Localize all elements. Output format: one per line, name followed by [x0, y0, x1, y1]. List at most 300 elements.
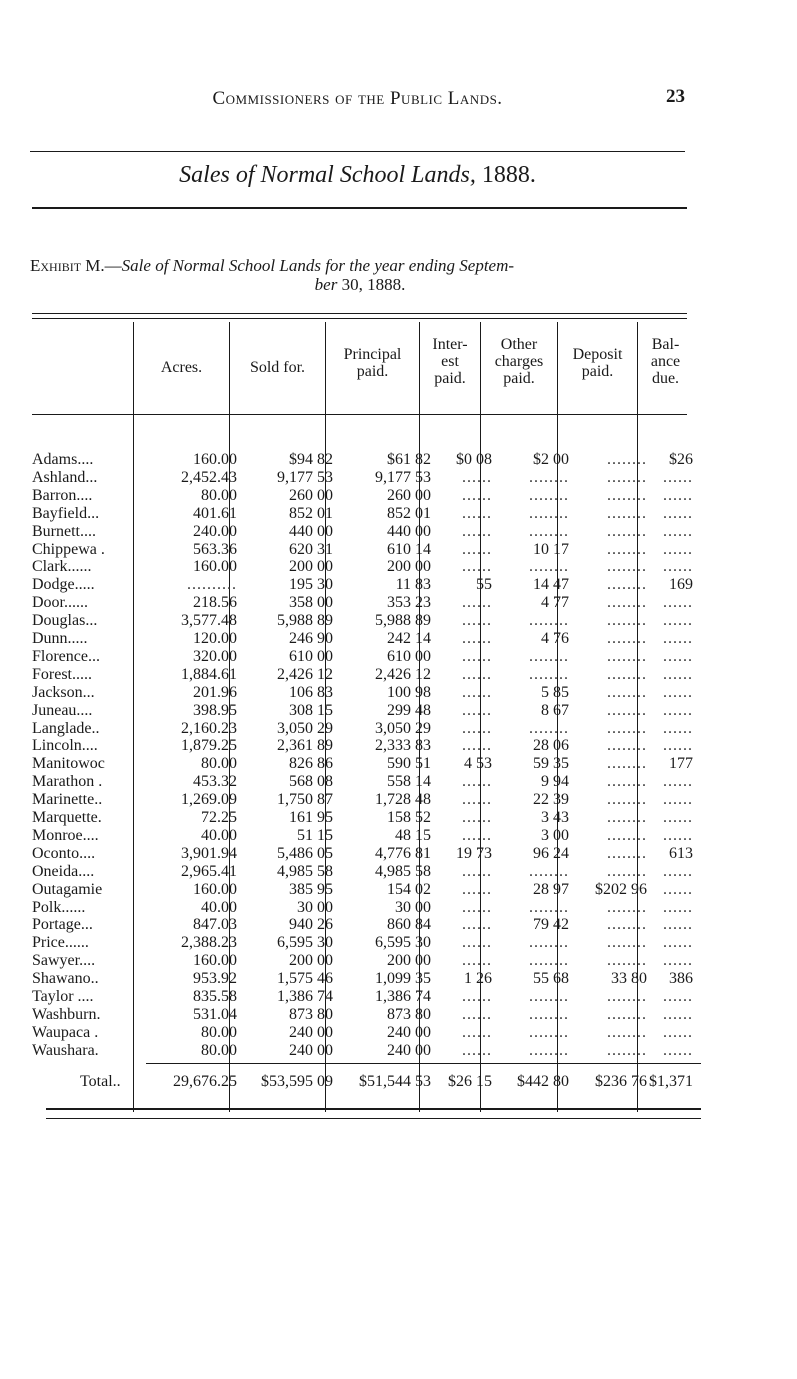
cell-other: ........ — [529, 468, 569, 486]
table-row — [0, 630, 797, 648]
cell-acres: 953.92 — [193, 970, 237, 988]
cell-sold: 6,595 30 — [277, 934, 333, 952]
cell-acres: 1,884.61 — [181, 665, 237, 683]
table-row — [0, 881, 797, 899]
total-balance: $1,371 — [649, 1073, 693, 1090]
cell-county: Juneau.... — [32, 701, 93, 719]
cell-principal: 100 98 — [387, 683, 431, 701]
cell-county: Marinette.. — [32, 791, 103, 809]
total-interest: $26 15 — [448, 1073, 492, 1090]
cell-balance: ...... — [663, 952, 693, 970]
cell-principal: 9,177 53 — [375, 468, 431, 486]
cell-deposit: 33 80 — [611, 970, 647, 988]
cell-interest: ...... — [462, 558, 492, 576]
cell-principal: $61 82 — [387, 451, 431, 468]
cell-balance: ...... — [663, 898, 693, 916]
table-row — [0, 1024, 797, 1042]
table-row — [0, 451, 797, 469]
cell-deposit: ........ — [607, 826, 647, 844]
cell-county: Forest..... — [32, 665, 92, 683]
cell-other: ........ — [529, 522, 569, 540]
cell-sold: 200 00 — [289, 952, 333, 970]
page-number: 23 — [666, 86, 685, 107]
cell-county: Florence... — [32, 647, 100, 665]
cell-interest: ...... — [462, 468, 492, 486]
table-row — [0, 791, 797, 809]
table-bottom-rule-2 — [46, 1118, 701, 1119]
cell-other: ........ — [529, 898, 569, 916]
cell-sold: 385 95 — [289, 880, 333, 898]
cell-acres: 80.00 — [201, 1023, 237, 1041]
cell-principal: 353 23 — [387, 594, 431, 612]
cell-principal: 2,333 83 — [375, 737, 431, 755]
cell-deposit: ........ — [607, 468, 647, 486]
cell-other: 28 97 — [533, 880, 569, 898]
cell-sold: 246 90 — [289, 630, 333, 647]
cell-acres: .......... — [187, 576, 237, 594]
total-row — [0, 1073, 797, 1091]
table-row — [0, 1006, 797, 1024]
header-other-charges: Other charges paid. — [494, 336, 544, 387]
cell-deposit: ........ — [607, 504, 647, 522]
table-row — [0, 737, 797, 755]
cell-principal: 30 00 — [395, 898, 431, 916]
header-balance-due: Bal- ance due. — [650, 336, 681, 387]
cell-other: 3 00 — [541, 826, 569, 844]
cell-deposit: ........ — [607, 719, 647, 737]
cell-county: Outagamie — [32, 880, 103, 898]
cell-balance: ...... — [663, 468, 693, 486]
cell-principal: 3,050 29 — [375, 719, 431, 737]
cell-county: Bayfield... — [32, 504, 100, 522]
cell-balance: 169 — [669, 576, 693, 594]
table-row — [0, 576, 797, 594]
cell-other: ........ — [529, 1023, 569, 1041]
cell-acres: 40.00 — [201, 826, 237, 844]
cell-county: Langlade.. — [32, 719, 100, 737]
cell-sold: 610 00 — [289, 647, 333, 665]
cell-interest: ...... — [462, 522, 492, 540]
cell-acres: 40.00 — [201, 898, 237, 916]
cell-balance: ...... — [663, 809, 693, 826]
cell-principal: 1,386 74 — [375, 988, 431, 1005]
cell-balance: ...... — [663, 880, 693, 898]
cell-acres: 398.95 — [193, 701, 237, 719]
cell-other: 22 39 — [533, 791, 569, 809]
cell-deposit: ........ — [607, 1041, 647, 1059]
total-other: $442 80 — [517, 1073, 569, 1090]
cell-interest: ...... — [462, 1005, 492, 1023]
cell-other: ........ — [529, 1041, 569, 1059]
cell-other: ........ — [529, 558, 569, 576]
cell-other: 9 94 — [541, 773, 569, 791]
cell-principal: 200 00 — [387, 952, 431, 970]
cell-other: 4 76 — [541, 630, 569, 647]
cell-deposit: ........ — [607, 486, 647, 504]
cell-principal: 852 01 — [387, 504, 431, 522]
cell-sold: 240 00 — [289, 1041, 333, 1059]
cell-balance: ...... — [663, 826, 693, 844]
cell-deposit: ........ — [607, 594, 647, 612]
cell-interest: ...... — [462, 809, 492, 826]
cell-acres: 201.96 — [193, 683, 237, 701]
cell-balance: ...... — [663, 683, 693, 701]
cell-principal: 440 00 — [387, 522, 431, 540]
cell-other: 96 24 — [533, 844, 569, 862]
table-bottom-rule — [46, 1108, 701, 1110]
cell-deposit: ........ — [607, 898, 647, 916]
cell-deposit: ........ — [607, 934, 647, 952]
cell-other: ........ — [529, 952, 569, 970]
table-row — [0, 845, 797, 863]
cell-deposit: ........ — [607, 862, 647, 880]
cell-sold: 5,988 89 — [277, 612, 333, 630]
cell-deposit: ........ — [607, 612, 647, 630]
cell-deposit: ........ — [607, 451, 647, 468]
cell-sold: 3,050 29 — [277, 719, 333, 737]
cell-county: Dunn..... — [32, 630, 88, 647]
cell-county: Douglas... — [32, 612, 98, 630]
cell-balance: ...... — [663, 665, 693, 683]
cell-sold: 106 83 — [289, 683, 333, 701]
cell-county: Shawano.. — [32, 970, 99, 988]
cell-acres: 218.56 — [193, 594, 237, 612]
cell-county: Ashland... — [32, 468, 98, 486]
running-title: Commissioners of the Public Lands. — [212, 88, 503, 109]
cell-balance: ...... — [663, 862, 693, 880]
exhibit-label: Exhibit M.— — [30, 256, 122, 275]
cell-balance: ...... — [663, 647, 693, 665]
cell-acres: 320.00 — [193, 647, 237, 665]
cell-deposit: ........ — [607, 916, 647, 934]
table-row — [0, 594, 797, 612]
cell-interest: ...... — [462, 862, 492, 880]
cell-county: Sawyer.... — [32, 952, 96, 970]
cell-acres: 453.32 — [193, 773, 237, 791]
table-row — [0, 916, 797, 934]
cell-principal: 260 00 — [387, 486, 431, 504]
cell-other: ........ — [529, 1005, 569, 1023]
table-row — [0, 952, 797, 970]
cell-principal: 158 52 — [387, 809, 431, 826]
cell-deposit: ........ — [607, 791, 647, 809]
cell-deposit: ........ — [607, 522, 647, 540]
cell-county: Oneida.... — [32, 862, 95, 880]
cell-balance: ...... — [663, 719, 693, 737]
cell-deposit: ........ — [607, 952, 647, 970]
cell-sold: 568 08 — [289, 773, 333, 791]
cell-principal: 11 83 — [395, 576, 431, 594]
header-acres: Acres. — [160, 359, 203, 376]
cell-deposit: ........ — [607, 558, 647, 576]
cell-interest: 19 73 — [456, 844, 492, 862]
cell-principal: 48 15 — [395, 826, 431, 844]
table-top-rule-2 — [32, 318, 687, 319]
cell-principal: 1,099 35 — [375, 970, 431, 988]
cell-sold: 873 80 — [289, 1005, 333, 1023]
cell-interest: $0 08 — [456, 451, 492, 468]
cell-acres: 240.00 — [193, 522, 237, 540]
cell-sold: 826 86 — [289, 755, 333, 773]
cell-interest: ...... — [462, 630, 492, 647]
cell-balance: ...... — [663, 504, 693, 522]
cell-principal: 242 14 — [387, 630, 431, 647]
cell-principal: 610 00 — [387, 647, 431, 665]
cell-balance: 386 — [669, 970, 693, 988]
cell-sold: 200 00 — [289, 558, 333, 576]
cell-balance: 613 — [669, 844, 693, 862]
cell-other: 3 43 — [541, 809, 569, 826]
total-label: Total.. — [80, 1073, 121, 1090]
table-row — [0, 666, 797, 684]
cell-sold: 1,575 46 — [277, 970, 333, 988]
cell-interest: 55 — [476, 576, 492, 594]
cell-sold: 195 30 — [289, 576, 333, 594]
cell-balance: ...... — [663, 791, 693, 809]
cell-deposit: ........ — [607, 773, 647, 791]
cell-other: 28 06 — [533, 737, 569, 755]
cell-sold: 240 00 — [289, 1023, 333, 1041]
cell-other: 5 85 — [541, 683, 569, 701]
cell-balance: ...... — [663, 773, 693, 791]
cell-sold: 940 26 — [289, 916, 333, 934]
cell-other: ........ — [529, 486, 569, 504]
cell-county: Polk...... — [32, 898, 86, 916]
cell-balance: ...... — [663, 540, 693, 558]
cell-principal: 558 14 — [387, 773, 431, 791]
cell-acres: 2,452.43 — [181, 468, 237, 486]
cell-other: 59 35 — [533, 755, 569, 773]
table-top-rule — [32, 313, 687, 314]
cell-county: Barron.... — [32, 486, 93, 504]
table-row — [0, 558, 797, 576]
cell-other: ........ — [529, 665, 569, 683]
cell-acres: 160.00 — [193, 451, 237, 468]
header-sold-for: Sold for. — [249, 359, 306, 376]
table-row — [0, 684, 797, 702]
total-principal: $51,544 53 — [359, 1073, 431, 1090]
cell-balance: ...... — [663, 630, 693, 647]
cell-interest: ...... — [462, 1041, 492, 1059]
header-principal-paid: Principal paid. — [343, 346, 402, 380]
cell-balance: ...... — [663, 737, 693, 755]
cell-interest: ...... — [462, 916, 492, 934]
cell-sold: 2,361 89 — [277, 737, 333, 755]
cell-county: Lincoln.... — [32, 737, 98, 755]
cell-deposit: ........ — [607, 630, 647, 647]
cell-other: ........ — [529, 934, 569, 952]
cell-acres: 80.00 — [201, 486, 237, 504]
cell-interest: ...... — [462, 540, 492, 558]
cell-other: 8 67 — [541, 701, 569, 719]
cell-county: Marathon . — [32, 773, 103, 791]
cell-deposit: ........ — [607, 665, 647, 683]
cell-principal: 590 51 — [387, 755, 431, 773]
cell-other: $2 00 — [533, 451, 569, 468]
cell-interest: ...... — [462, 952, 492, 970]
section-title-year: 1888. — [481, 162, 536, 188]
cell-deposit: ........ — [607, 844, 647, 862]
cell-balance: ...... — [663, 594, 693, 612]
cell-balance: ...... — [663, 612, 693, 630]
cell-deposit: ........ — [607, 988, 647, 1005]
cell-acres: 847.03 — [193, 916, 237, 934]
cell-sold: 1,386 74 — [277, 988, 333, 1005]
cell-deposit: ........ — [607, 540, 647, 558]
cell-interest: ...... — [462, 934, 492, 952]
caption-line2: ber 30, 1888. — [314, 275, 406, 294]
cell-interest: ...... — [462, 719, 492, 737]
cell-principal: 4,776 81 — [375, 844, 431, 862]
total-deposit: $236 76 — [595, 1073, 647, 1090]
total-acres: 29,676.25 — [173, 1073, 237, 1090]
table-row — [0, 934, 797, 952]
table-row — [0, 755, 797, 773]
cell-balance: ...... — [663, 522, 693, 540]
table-row — [0, 1042, 797, 1060]
cell-interest: ...... — [462, 612, 492, 630]
cell-other: 10 17 — [533, 540, 569, 558]
table-row — [0, 809, 797, 827]
cell-county: Price...... — [32, 934, 89, 952]
cell-principal: 6,595 30 — [375, 934, 431, 952]
cell-other: ........ — [529, 647, 569, 665]
cell-acres: 80.00 — [201, 1041, 237, 1059]
cell-acres: 1,879.25 — [181, 737, 237, 755]
cell-principal: 610 14 — [387, 540, 431, 558]
cell-balance: ...... — [663, 934, 693, 952]
cell-balance: ...... — [663, 1023, 693, 1041]
cell-other: 55 68 — [533, 970, 569, 988]
cell-principal: 299 48 — [387, 701, 431, 719]
table-row — [0, 702, 797, 720]
cell-balance: ...... — [663, 486, 693, 504]
cell-county: Marquette. — [32, 809, 102, 826]
cell-sold: 260 00 — [289, 486, 333, 504]
cell-county: Oconto.... — [32, 844, 96, 862]
cell-balance: ...... — [663, 558, 693, 576]
cell-county: Jackson... — [32, 683, 95, 701]
cell-county: Chippewa . — [32, 540, 105, 558]
cell-other: 79 42 — [533, 916, 569, 934]
cell-principal: 240 00 — [387, 1023, 431, 1041]
cell-acres: 2,160.23 — [181, 719, 237, 737]
cell-deposit: ........ — [607, 701, 647, 719]
cell-acres: 160.00 — [193, 952, 237, 970]
cell-acres: 160.00 — [193, 880, 237, 898]
cell-interest: ...... — [462, 826, 492, 844]
table-row — [0, 827, 797, 845]
cell-balance: 177 — [669, 755, 693, 773]
cell-acres: 160.00 — [193, 558, 237, 576]
table-row — [0, 487, 797, 505]
cell-deposit: ........ — [607, 809, 647, 826]
cell-county: Taylor .... — [32, 988, 94, 1005]
cell-interest: ...... — [462, 773, 492, 791]
table-row — [0, 612, 797, 630]
cell-other: ........ — [529, 719, 569, 737]
cell-county: Washburn. — [32, 1005, 101, 1023]
cell-interest: ...... — [462, 665, 492, 683]
cell-acres: 80.00 — [201, 755, 237, 773]
cell-interest: ...... — [462, 737, 492, 755]
cell-interest: ...... — [462, 898, 492, 916]
cell-acres: 401.61 — [193, 504, 237, 522]
cell-sold: 358 00 — [289, 594, 333, 612]
table-row — [0, 720, 797, 738]
cell-other: ........ — [529, 504, 569, 522]
cell-principal: 4,985 58 — [375, 862, 431, 880]
cell-sold: 852 01 — [289, 504, 333, 522]
cell-county: Door...... — [32, 594, 88, 612]
cell-deposit: ........ — [607, 1023, 647, 1041]
cell-interest: ...... — [462, 504, 492, 522]
cell-county: Waushara. — [32, 1041, 99, 1059]
cell-principal: 154 02 — [387, 880, 431, 898]
cell-other: ........ — [529, 612, 569, 630]
cell-interest: ...... — [462, 683, 492, 701]
cell-sold: 308 15 — [289, 701, 333, 719]
cell-county: Adams.... — [32, 451, 94, 468]
cell-sold: 4,985 58 — [277, 862, 333, 880]
cell-sold: 440 00 — [289, 522, 333, 540]
section-title-italic: Sales of Normal School Lands, — [179, 162, 476, 188]
cell-deposit: ........ — [607, 576, 647, 594]
total-sold: $53,595 09 — [261, 1073, 333, 1090]
cell-principal: 5,988 89 — [375, 612, 431, 630]
table-row — [0, 970, 797, 988]
cell-sold: 2,426 12 — [277, 665, 333, 683]
cell-balance: ...... — [663, 1041, 693, 1059]
cell-county: Dodge..... — [32, 576, 95, 594]
cell-acres: 2,388.23 — [181, 934, 237, 952]
cell-sold: 620 31 — [289, 540, 333, 558]
cell-sold: 51 15 — [297, 826, 333, 844]
cell-county: Monroe.... — [32, 826, 99, 844]
cell-sold: $94 82 — [289, 451, 333, 468]
cell-principal: 860 84 — [387, 916, 431, 934]
cell-acres: 563.36 — [193, 540, 237, 558]
cell-deposit: ........ — [607, 683, 647, 701]
cell-deposit: $202 96 — [595, 880, 647, 898]
cell-balance: ...... — [663, 1005, 693, 1023]
cell-other: ........ — [529, 988, 569, 1005]
header-deposit-paid: Deposit paid. — [572, 346, 623, 380]
cell-balance: ...... — [663, 701, 693, 719]
cell-other: 4 77 — [541, 594, 569, 612]
cell-balance: ...... — [663, 916, 693, 934]
header-rule — [32, 414, 687, 415]
header-interest-paid: Inter- est paid. — [432, 336, 468, 387]
cell-deposit: ........ — [607, 737, 647, 755]
cell-interest: 4 53 — [464, 755, 492, 773]
cell-interest: ...... — [462, 647, 492, 665]
cell-deposit: ........ — [607, 647, 647, 665]
cell-county: Manitowoc — [32, 755, 105, 773]
table-row — [0, 523, 797, 541]
cell-acres: 120.00 — [193, 630, 237, 647]
cell-balance: ...... — [663, 988, 693, 1005]
cell-interest: ...... — [462, 988, 492, 1005]
table-row — [0, 541, 797, 559]
cell-sold: 161 95 — [289, 809, 333, 826]
cell-principal: 2,426 12 — [375, 665, 431, 683]
table-row — [0, 988, 797, 1006]
cell-principal: 240 00 — [387, 1041, 431, 1059]
caption-line1: Sale of Normal School Lands for the year ending Septem- — [121, 256, 515, 275]
cell-interest: ...... — [462, 594, 492, 612]
cell-county: Portage... — [32, 916, 93, 934]
